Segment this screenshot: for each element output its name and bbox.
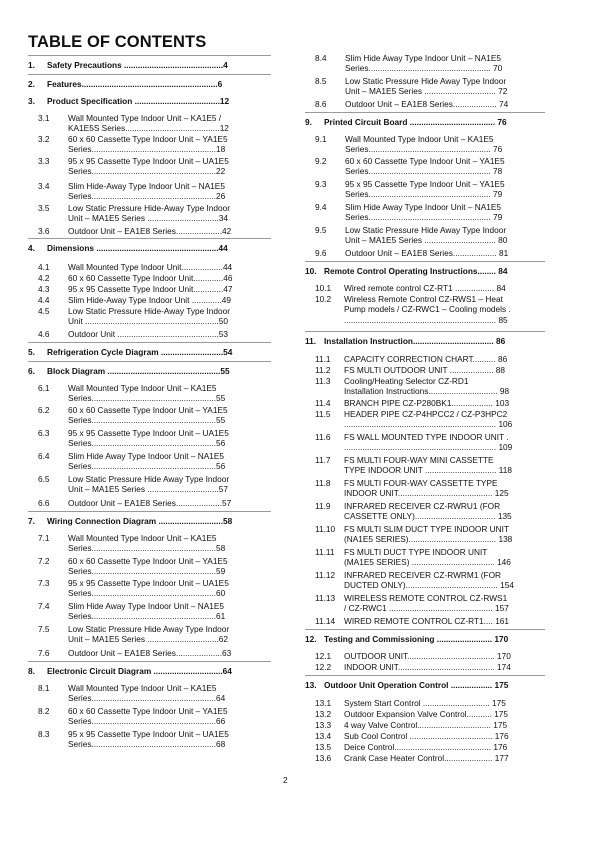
toc-entry-line: INDOOR UNIT.......................................... 174 — [344, 662, 511, 672]
toc-entry-line: Series......................................................26 — [68, 191, 226, 202]
toc-section-entry[interactable] — [28, 96, 271, 106]
toc-entry-line: INFRARED RECEIVER CZ-RWRM1 (FOR — [344, 570, 502, 580]
toc-subsection-entry[interactable] — [28, 405, 271, 426]
toc-entry-line: Wall Mounted Type Indoor Unit – KA1E5 / — [68, 113, 222, 123]
toc-entry-number: 3.5 — [38, 203, 50, 213]
toc-subsection-entry[interactable] — [28, 706, 271, 727]
toc-entry-line: INFRARED RECEIVER CZ-RWRU1 (FOR — [344, 501, 501, 511]
toc-entry-line: Slim Hide-Away Type Indoor Unit – NA1E5 — [68, 181, 225, 191]
toc-subsection-entry[interactable] — [305, 651, 545, 661]
toc-entry-number: 11.7 — [315, 455, 331, 465]
section-divider — [28, 361, 271, 362]
toc-entry-line: Low Static Pressure Hide Away Type Indoor — [68, 474, 230, 484]
toc-subsection-entry[interactable] — [28, 383, 271, 404]
toc-entry-title: Refrigeration Cycle Diagram ...........................54 — [47, 347, 233, 357]
toc-entry-line: DUCTED ONLY)........................................ 154 — [344, 580, 514, 591]
toc-section-entry[interactable] — [28, 516, 271, 526]
toc-entry-number: 12.2 — [315, 662, 332, 672]
toc-entry-number: 3. — [28, 96, 35, 106]
toc-entry-line: Slim Hide Away Type Indoor Unit – NA1E5 — [68, 451, 225, 461]
toc-subsection-entry[interactable] — [28, 474, 271, 495]
toc-entry-line: (MA1E5 SERIES) .................................... 146 — [344, 557, 511, 568]
toc-entry-number: 11.6 — [315, 432, 331, 442]
toc-entry-number: 11.2 — [315, 365, 331, 375]
toc-entry-line: Series......................................................18 — [68, 144, 226, 155]
toc-entry-number: 7. — [28, 516, 35, 526]
toc-entry-number: 8.6 — [315, 99, 327, 109]
toc-section-entry[interactable] — [305, 680, 545, 690]
toc-entry-number: 13.3 — [315, 720, 332, 730]
toc-entry-line: Unit – MA1E5 Series ............................... 80 — [345, 235, 508, 246]
toc-entry-title: Installation Instruction................................... 86 — [324, 336, 506, 346]
toc-entry-line: FS MULTI FOUR-WAY CASSETTE TYPE — [344, 478, 498, 488]
toc-subsection-entry[interactable] — [305, 99, 545, 109]
toc-entry-number: 8.5 — [315, 76, 327, 86]
toc-entry-line: 60 x 60 Cassette Type Indoor Unit – YA1E5 — [68, 405, 228, 415]
toc-entry-line: Low Static Pressure Hide Away Type Indoor — [68, 624, 230, 634]
toc-entry-number: 11. — [305, 336, 317, 346]
toc-entry-line: Series......................................................55 — [68, 415, 226, 426]
section-divider — [28, 55, 271, 56]
toc-entry-line: FS MULTI OUTDOOR UNIT ................... 88 — [344, 365, 506, 375]
toc-subsection-entry[interactable] — [305, 501, 545, 522]
toc-entry-number: 5. — [28, 347, 35, 357]
toc-subsection-entry[interactable] — [305, 202, 545, 223]
toc-entry-title: Electronic Circuit Diagram ..............................64 — [47, 666, 232, 676]
toc-entry-line: Cooling/Heating Selector CZ-RD1 — [344, 376, 469, 386]
toc-entry-line: Series......................................................56 — [68, 438, 226, 449]
toc-subsection-entry[interactable] — [305, 570, 545, 591]
toc-subsection-entry[interactable] — [28, 729, 271, 750]
toc-entry-line: INDOOR UNIT......................................... 125 — [344, 488, 509, 499]
section-divider — [28, 74, 271, 75]
toc-entry-number: 3.6 — [38, 226, 50, 236]
toc-entry-line: 60 x 60 Cassette Type Indoor Unit – YA1E5 — [345, 156, 505, 166]
toc-section-entry[interactable] — [28, 666, 271, 676]
toc-entry-number: 6.1 — [38, 383, 50, 393]
toc-entry-line: Unit – MA1E5 Series ...............................57 — [68, 484, 229, 495]
toc-subsection-entry[interactable] — [305, 731, 545, 741]
toc-subsection-entry[interactable] — [28, 284, 271, 294]
toc-entry-line: KA1E5S Series.........................................12 — [68, 123, 229, 134]
toc-entry-title: Testing and Commissioning ........................ 170 — [324, 634, 509, 644]
toc-subsection-entry[interactable] — [28, 601, 271, 622]
toc-entry-title: Safety Precautions ...........................................4 — [47, 60, 228, 70]
toc-entry-number: 11.3 — [315, 376, 331, 386]
toc-entry-line: Low Static Pressure Hide-Away Type Indoor — [68, 306, 231, 316]
toc-subsection-entry[interactable] — [305, 593, 545, 614]
toc-entry-line: Wall Mounted Type Indoor Unit – KA1E5 — [68, 383, 217, 393]
toc-entry-number: 7.2 — [38, 556, 50, 566]
toc-entry-number: 3.3 — [38, 156, 50, 166]
toc-entry-line: Series..................................................... 79 — [345, 212, 503, 223]
toc-entry-number: 13.4 — [315, 731, 332, 741]
section-divider — [28, 511, 271, 512]
toc-entry-line: Unit – MA1E5 Series ............................... 72 — [345, 86, 508, 97]
toc-subsection-entry[interactable] — [305, 398, 545, 408]
toc-subsection-entry[interactable] — [305, 409, 545, 430]
toc-subsection-entry[interactable] — [28, 306, 271, 327]
toc-entry-number: 11.11 — [315, 547, 335, 557]
toc-subsection-entry[interactable] — [305, 753, 545, 763]
toc-entry-number: 7.6 — [38, 648, 50, 658]
toc-entry-number: 11.8 — [315, 478, 331, 488]
toc-entry-line: Wired remote control CZ-RT1 ................. 84 — [344, 283, 506, 293]
toc-entry-line: Series..................................................... 70 — [345, 63, 503, 74]
toc-entry-line: Low Static Pressure Hide-Away Type Indoor — [68, 203, 231, 213]
toc-entry-number: 6. — [28, 366, 35, 376]
toc-subsection-entry[interactable] — [28, 683, 271, 704]
toc-entry-line: Wall Mounted Type Indoor Unit – KA1E5 — [345, 134, 494, 144]
toc-subsection-entry[interactable] — [28, 624, 271, 645]
toc-subsection-entry[interactable] — [305, 524, 545, 545]
toc-subsection-entry[interactable] — [28, 533, 271, 554]
toc-entry-number: 13.1 — [315, 698, 332, 708]
toc-entry-number: 10.2 — [315, 294, 332, 304]
toc-section-entry[interactable] — [28, 79, 271, 89]
toc-entry-line: Slim Hide Away Type Indoor Unit – NA1E5 — [345, 202, 502, 212]
toc-entry-number: 3.4 — [38, 181, 50, 191]
toc-entry-line: Series......................................................66 — [68, 716, 226, 727]
toc-section-entry[interactable] — [305, 117, 545, 127]
toc-entry-title: Dimensions .....................................................44 — [47, 243, 228, 253]
toc-entry-number: 7.4 — [38, 601, 50, 611]
toc-entry-line: Outdoor Unit – EA1E8 Series....................63 — [68, 648, 232, 658]
toc-entry-line: Series......................................................58 — [68, 543, 226, 554]
toc-entry-number: 7.5 — [38, 624, 50, 634]
toc-entry-line: CAPACITY CORRECTION CHART.......... 86 — [344, 354, 508, 364]
toc-entry-line: FS WALL MOUNTED TYPE INDOOR UNIT . — [344, 432, 509, 442]
toc-entry-line: Unit – MA1E5 Series ...............................62 — [68, 634, 229, 645]
toc-entry-number: 12. — [305, 634, 317, 644]
toc-entry-line: 60 x 60 Cassette Type Indoor Unit – YA1E5 — [68, 134, 228, 144]
toc-subsection-entry[interactable] — [305, 720, 545, 730]
toc-entry-line: Unit – MA1E5 Series ...............................34 — [68, 213, 229, 224]
toc-entry-line: Deice Control.......................................... 176 — [344, 742, 508, 752]
toc-entry-number: 7.1 — [38, 533, 50, 543]
toc-entry-number: 6.4 — [38, 451, 50, 461]
toc-entry-number: 1. — [28, 60, 35, 70]
toc-entry-line: Series......................................................60 — [68, 588, 226, 599]
toc-entry-number: 11.10 — [315, 524, 336, 534]
toc-entry-line: Outdoor Unit – EA1E8 Series....................57 — [68, 498, 232, 508]
toc-entry-line: Series......................................................68 — [68, 739, 226, 750]
toc-subsection-entry[interactable] — [28, 156, 271, 177]
toc-section-entry[interactable] — [305, 266, 545, 276]
toc-entry-title: Block Diagram .................................................55 — [47, 366, 230, 376]
toc-entry-number: 11.4 — [315, 398, 331, 408]
toc-entry-line: Series......................................................22 — [68, 166, 226, 177]
toc-entry-line: Unit ..........................................................50 — [68, 316, 228, 327]
toc-entry-line: Series......................................................59 — [68, 566, 226, 577]
toc-entry-number: 6.3 — [38, 428, 50, 438]
toc-entry-number: 6.6 — [38, 498, 50, 508]
toc-section-entry[interactable] — [305, 336, 545, 346]
toc-entry-number: 11.9 — [315, 501, 331, 511]
toc-entry-line: Outdoor Expansion Valve Control........... 175 — [344, 709, 509, 719]
section-divider — [28, 238, 271, 239]
toc-entry-line: 95 x 95 Cassette Type Indoor Unit.............47 — [68, 284, 233, 294]
section-divider — [305, 261, 545, 262]
toc-subsection-entry[interactable] — [305, 455, 545, 476]
toc-entry-number: 11.12 — [315, 570, 336, 580]
toc-entry-line: Wireless Remote Control CZ-RWS1 – Heat — [344, 294, 503, 304]
toc-entry-line: 60 x 60 Cassette Type Indoor Unit – YA1E5 — [68, 706, 228, 716]
toc-entry-line: / CZ-RWC1 ............................................. 157 — [344, 603, 509, 614]
toc-entry-line: .................................................................. 85 — [344, 314, 508, 325]
toc-entry-line: Low Static Pressure Hide Away Type Indoor — [345, 225, 507, 235]
toc-subsection-entry[interactable] — [305, 698, 545, 708]
toc-entry-line: Wall Mounted Type Indoor Unit – KA1E5 — [68, 533, 217, 543]
toc-entry-number: 4.6 — [38, 329, 50, 339]
toc-entry-line: Series..................................................... 78 — [345, 166, 503, 177]
toc-entry-line: (NA1E5 SERIES)...................................... 138 — [344, 534, 513, 545]
toc-entry-number: 6.5 — [38, 474, 50, 484]
toc-subsection-entry[interactable] — [305, 294, 545, 325]
toc-entry-line: WIRED REMOTE CONTROL CZ-RT1.... 161 — [344, 616, 510, 626]
toc-section-entry[interactable] — [28, 347, 271, 357]
toc-subsection-entry[interactable] — [305, 283, 545, 293]
toc-entry-number: 9.1 — [315, 134, 327, 144]
toc-entry-number: 11.14 — [315, 616, 336, 626]
toc-subsection-entry[interactable] — [305, 616, 545, 626]
toc-entry-line: FS MULTI SLIM DUCT TYPE INDOOR UNIT — [344, 524, 510, 534]
toc-entry-line: 95 x 95 Cassette Type Indoor Unit – YA1E5 — [345, 179, 505, 189]
toc-entry-line: 4 way Valve Control................................ 175 — [344, 720, 508, 730]
toc-subsection-entry[interactable] — [305, 547, 545, 568]
toc-entry-line: Outdoor Unit – EA1E8 Series................... 81 — [345, 248, 509, 258]
toc-section-entry[interactable] — [305, 634, 545, 644]
toc-entry-number: 4.5 — [38, 306, 50, 316]
toc-subsection-entry[interactable] — [305, 376, 545, 397]
toc-entry-number: 10. — [305, 266, 317, 276]
toc-entry-line: 95 x 95 Cassette Type Indoor Unit – UA1E5 — [68, 578, 229, 588]
toc-subsection-entry[interactable] — [28, 451, 271, 472]
toc-entry-line: .................................................................. 109 — [344, 442, 513, 453]
toc-entry-title: Product Specification .....................................12 — [47, 96, 230, 106]
section-divider — [305, 112, 545, 113]
toc-entry-line: Low Static Pressure Hide Away Type Indoor — [345, 76, 507, 86]
toc-entry-number: 8.2 — [38, 706, 50, 716]
section-divider — [305, 629, 545, 630]
toc-subsection-entry[interactable] — [28, 428, 271, 449]
toc-entry-number: 13.2 — [315, 709, 332, 719]
toc-entry-line: Series......................................................56 — [68, 461, 226, 472]
toc-entry-line: 95 x 95 Cassette Type Indoor Unit – UA1E5 — [68, 156, 229, 166]
toc-subsection-entry[interactable] — [305, 134, 545, 155]
toc-entry-number: 9. — [305, 117, 312, 127]
toc-section-entry[interactable] — [28, 60, 271, 70]
toc-subsection-entry[interactable] — [28, 273, 271, 283]
toc-entry-line: CASSETTE ONLY)................................... 135 — [344, 511, 512, 522]
toc-entry-number: 11.1 — [315, 354, 331, 364]
toc-entry-number: 9.3 — [315, 179, 327, 189]
toc-entry-line: OUTDOOR UNIT...................................... 170 — [344, 651, 511, 661]
toc-section-entry[interactable] — [28, 243, 271, 253]
toc-entry-number: 8.3 — [38, 729, 50, 739]
toc-entry-line: Wall Mounted Type Indoor Unit – KA1E5 — [68, 683, 217, 693]
toc-entry-number: 10.1 — [315, 283, 332, 293]
toc-subsection-entry[interactable] — [28, 578, 271, 599]
toc-entry-line: Pump models / CZ-RWC1 – Cooling models . — [344, 304, 511, 315]
toc-entry-line: FS MULTI FOUR-WAY MINI CASSETTE — [344, 455, 494, 465]
toc-entry-line: FS MULTI DUCT TYPE INDOOR UNIT — [344, 547, 488, 557]
toc-subsection-entry[interactable] — [305, 432, 545, 453]
toc-entry-line: Outdoor Unit – EA1E8 Series....................42 — [68, 226, 232, 236]
toc-entry-line: 60 x 60 Cassette Type Indoor Unit – YA1E5 — [68, 556, 228, 566]
section-divider — [305, 675, 545, 676]
toc-entry-line: Series..................................................... 79 — [345, 189, 503, 200]
toc-entry-number: 4.1 — [38, 262, 50, 272]
toc-entry-line: Outdoor Unit ............................................53 — [68, 329, 228, 339]
toc-entry-number: 13.5 — [315, 742, 332, 752]
toc-entry-number: 3.1 — [38, 113, 50, 123]
toc-entry-line: Series......................................................55 — [68, 393, 226, 404]
toc-entry-line: 95 x 95 Cassette Type Indoor Unit – UA1E5 — [68, 729, 229, 739]
toc-entry-line: 95 x 95 Cassette Type Indoor Unit – UA1E5 — [68, 428, 229, 438]
toc-entry-number: 8. — [28, 666, 35, 676]
toc-entry-number: 4.3 — [38, 284, 50, 294]
toc-entry-number: 6.2 — [38, 405, 50, 415]
toc-entry-line: 60 x 60 Cassette Type Indoor Unit.............46 — [68, 273, 233, 283]
toc-subsection-entry[interactable] — [305, 365, 545, 375]
toc-entry-line: TYPE INDOOR UNIT ............................... 118 — [344, 465, 512, 476]
toc-entry-line: System Start Control ............................. 175 — [344, 698, 506, 708]
toc-entry-number: 3.2 — [38, 134, 50, 144]
page-number: 2 — [283, 775, 288, 785]
toc-entry-number: 9.5 — [315, 225, 327, 235]
toc-subsection-entry[interactable] — [28, 498, 271, 508]
toc-entry-title: Wiring Connection Diagram ............................58 — [47, 516, 233, 526]
toc-subsection-entry[interactable] — [28, 181, 271, 202]
toc-entry-line: Outdoor Unit – EA1E8 Series................... 74 — [345, 99, 509, 109]
toc-subsection-entry[interactable] — [305, 662, 545, 672]
toc-entry-title: Printed Circuit Board ..................................... 76 — [324, 117, 507, 127]
toc-entry-line: Slim Hide-Away Type Indoor Unit .............49 — [68, 295, 231, 305]
toc-entry-title: Remote Control Operating Instructions........ 84 — [324, 266, 508, 276]
toc-entry-line: Installation Instructions.............................. 98 — [344, 386, 510, 397]
toc-entry-line: .................................................................. 106 — [344, 419, 513, 430]
toc-subsection-entry[interactable] — [28, 648, 271, 658]
toc-entry-number: 4.4 — [38, 295, 50, 305]
page-title: TABLE OF CONTENTS — [28, 33, 207, 51]
toc-subsection-entry[interactable] — [305, 76, 545, 97]
toc-entry-number: 8.4 — [315, 53, 327, 63]
toc-section-entry[interactable] — [28, 366, 271, 376]
toc-entry-line: Slim Hide Away Type Indoor Unit – NA1E5 — [68, 601, 225, 611]
toc-subsection-entry[interactable] — [305, 248, 545, 258]
toc-subsection-entry[interactable] — [28, 203, 271, 224]
toc-subsection-entry[interactable] — [305, 156, 545, 177]
toc-subsection-entry[interactable] — [305, 179, 545, 200]
toc-subsection-entry[interactable] — [28, 134, 271, 155]
toc-entry-title: Outdoor Unit Operation Control .................. 175 — [324, 680, 509, 690]
toc-subsection-entry[interactable] — [28, 113, 271, 134]
toc-entry-line: Sub Cool Control .................................... 176 — [344, 731, 509, 741]
toc-subsection-entry[interactable] — [305, 709, 545, 719]
toc-entry-number: 13. — [305, 680, 317, 690]
section-divider — [28, 342, 271, 343]
toc-entry-line: Wall Mounted Type Indoor Unit..................44 — [68, 262, 233, 272]
toc-entry-line: BRANCH PIPE CZ-P280BK1.................. 103 — [344, 398, 510, 408]
toc-entry-number: 9.4 — [315, 202, 327, 212]
toc-entry-number: 7.3 — [38, 578, 50, 588]
toc-entry-number: 11.13 — [315, 593, 336, 603]
toc-entry-number: 4.2 — [38, 273, 50, 283]
toc-subsection-entry[interactable] — [305, 354, 545, 364]
toc-entry-line: Series..................................................... 76 — [345, 144, 503, 155]
toc-subsection-entry[interactable] — [28, 262, 271, 272]
toc-subsection-entry[interactable] — [305, 225, 545, 246]
toc-entry-line: Crank Case Heater Control..................... 177 — [344, 753, 509, 763]
toc-subsection-entry[interactable] — [305, 478, 545, 499]
section-divider — [305, 331, 545, 332]
toc-subsection-entry[interactable] — [28, 329, 271, 339]
toc-entry-number: 11.5 — [315, 409, 331, 419]
toc-entry-number: 9.6 — [315, 248, 327, 258]
toc-entry-number: 12.1 — [315, 651, 332, 661]
toc-entry-number: 9.2 — [315, 156, 327, 166]
toc-subsection-entry[interactable] — [28, 226, 271, 236]
toc-entry-number: 13.6 — [315, 753, 332, 763]
toc-entry-line: WIRELESS REMOTE CONTROL CZ-RWS1 — [344, 593, 508, 603]
toc-subsection-entry[interactable] — [305, 53, 545, 74]
toc-entry-line: Series......................................................61 — [68, 611, 226, 622]
section-divider — [28, 661, 271, 662]
toc-entry-title: Features...........................................................6 — [47, 79, 223, 89]
toc-entry-line: HEADER PIPE CZ-P4HPCC2 / CZ-P3HPC2 — [344, 409, 508, 419]
toc-entry-line: Series......................................................64 — [68, 693, 226, 704]
toc-entry-line: Slim Hide Away Type Indoor Unit – NA1E5 — [345, 53, 502, 63]
toc-entry-number: 8.1 — [38, 683, 50, 693]
toc-entry-number: 4. — [28, 243, 35, 253]
toc-entry-number: 2. — [28, 79, 35, 89]
toc-subsection-entry[interactable] — [28, 295, 271, 305]
toc-subsection-entry[interactable] — [305, 742, 545, 752]
toc-subsection-entry[interactable] — [28, 556, 271, 577]
